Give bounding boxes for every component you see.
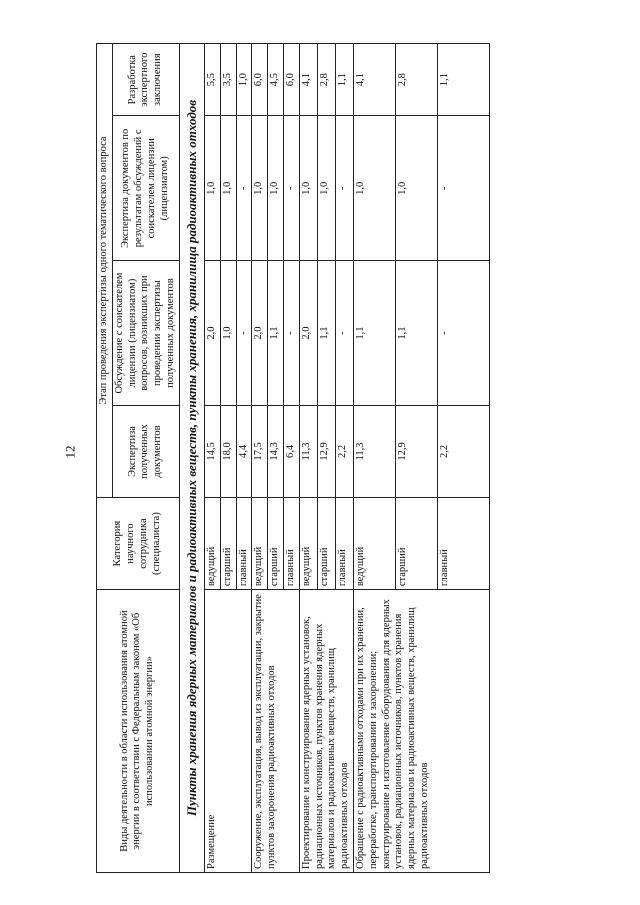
conclusion-cell: 4,1 — [299, 44, 317, 116]
exam-cell: 6,4 — [284, 405, 300, 497]
exam-cell: 2,2 — [438, 405, 490, 497]
conclusion-cell: 2,8 — [396, 44, 438, 116]
category-cell: старший — [317, 498, 335, 590]
review-cell: 1,0 — [205, 116, 221, 261]
exam-cell: 14,3 — [268, 405, 284, 497]
exam-cell: 4,4 — [236, 405, 252, 497]
category-cell: ведущий — [252, 498, 268, 590]
conclusion-cell: 1,1 — [438, 44, 490, 116]
category-cell: главный — [438, 498, 490, 590]
discussion-cell: - — [236, 261, 252, 406]
review-cell: 1,0 — [396, 116, 438, 261]
header-discussion: Обсуждение с соискателем лицензии (лицензиатом) вопросов, возникших при проведении экспертизы полученных документов — [112, 261, 179, 406]
category-cell: главный — [335, 498, 353, 590]
conclusion-cell: 2,8 — [317, 44, 335, 116]
exam-cell: 14,5 — [205, 405, 221, 497]
exam-cell: 11,3 — [299, 405, 317, 497]
conclusion-cell: 6,0 — [284, 44, 300, 116]
header-conclusion: Разработка экспертного заключения — [112, 44, 179, 116]
discussion-cell: 1,1 — [268, 261, 284, 406]
table-row — [354, 44, 396, 873]
conclusion-cell: 1,0 — [236, 44, 252, 116]
category-cell: главный — [284, 498, 300, 590]
conclusion-cell: 1,1 — [335, 44, 353, 116]
review-cell: 1,0 — [354, 116, 396, 261]
conclusion-cell: 3,5 — [220, 44, 236, 116]
exam-cell: 18,0 — [220, 405, 236, 497]
discussion-cell: 2,0 — [252, 261, 268, 406]
review-cell: 1,0 — [299, 116, 317, 261]
review-cell: 1,0 — [268, 116, 284, 261]
discussion-cell: - — [438, 261, 490, 406]
table-row — [299, 44, 317, 873]
review-cell: - — [335, 116, 353, 261]
header-activity: Виды деятельности в области использования атомной энергии в соответствии с Федеральным законом «Об использовании атомной энергии» — [97, 590, 180, 873]
discussion-cell: - — [284, 261, 300, 406]
expert-labor-table — [96, 43, 490, 873]
review-cell: 1,0 — [317, 116, 335, 261]
discussion-cell: 1,1 — [396, 261, 438, 406]
activity-cell: Размещение — [205, 590, 252, 873]
activity-cell: Проектирование и конструирование ядерных установок, радиационных источников, пунктов хранения ядерных материалов и радиоактивных веществ, хранилищ радиоактивных отходов — [299, 590, 353, 873]
header-category: Категория научного сотрудника (специалиста) — [97, 498, 180, 590]
discussion-cell: 2,0 — [205, 261, 221, 406]
exam-cell: 12,9 — [317, 405, 335, 497]
discussion-cell: 2,0 — [299, 261, 317, 406]
activity-cell: Обращение с радиоактивными отходами при их хранении, переработке, транспортировании и захоронении; конструирование и изготовление оборудования для ядерных установок, радиационных источников, пунктов хранения ядерных материалов и радиоактивных веществ, хранилищ радиоактивных отходов — [354, 590, 490, 873]
header-examination: Экспертиза полученных документов — [112, 405, 179, 497]
review-cell: 1,0 — [252, 116, 268, 261]
exam-cell: 17,5 — [252, 405, 268, 497]
review-cell: - — [236, 116, 252, 261]
category-cell: ведущий — [354, 498, 396, 590]
review-cell: - — [284, 116, 300, 261]
header-stage-group: Этап проведения экспертизы одного тематического вопроса — [97, 44, 113, 498]
table-row — [252, 44, 268, 873]
conclusion-cell: 5,5 — [205, 44, 221, 116]
review-cell: 1,0 — [220, 116, 236, 261]
exam-cell: 2,2 — [335, 405, 353, 497]
discussion-cell: 1,1 — [317, 261, 335, 406]
rotated-page-content — [96, 43, 476, 873]
discussion-cell: - — [335, 261, 353, 406]
activity-cell: Сооружение, эксплуатация, вывод из эксплуатации, закрытие пунктов захоронения радиоактивных отходов — [252, 590, 299, 873]
category-cell: ведущий — [299, 498, 317, 590]
discussion-cell: 1,0 — [220, 261, 236, 406]
exam-cell: 12,9 — [396, 405, 438, 497]
category-cell: старший — [268, 498, 284, 590]
section-title: Пункты хранения ядерных материалов и радиоактивных веществ, пункты хранения, хранилища радиоактивных отходов — [179, 44, 204, 873]
category-cell: главный — [236, 498, 252, 590]
conclusion-cell: 4,5 — [268, 44, 284, 116]
exam-cell: 11,3 — [354, 405, 396, 497]
conclusion-cell: 6,0 — [252, 44, 268, 116]
category-cell: старший — [220, 498, 236, 590]
category-cell: старший — [396, 498, 438, 590]
header-review: Экспертиза документов по результатам обсуждений с соискателем лицензии (лицензиатом) — [112, 116, 179, 261]
conclusion-cell: 4,1 — [354, 44, 396, 116]
discussion-cell: 1,1 — [354, 261, 396, 406]
page-number: 12 — [62, 445, 78, 459]
category-cell: ведущий — [205, 498, 221, 590]
table-row — [205, 44, 221, 873]
review-cell: - — [438, 116, 490, 261]
